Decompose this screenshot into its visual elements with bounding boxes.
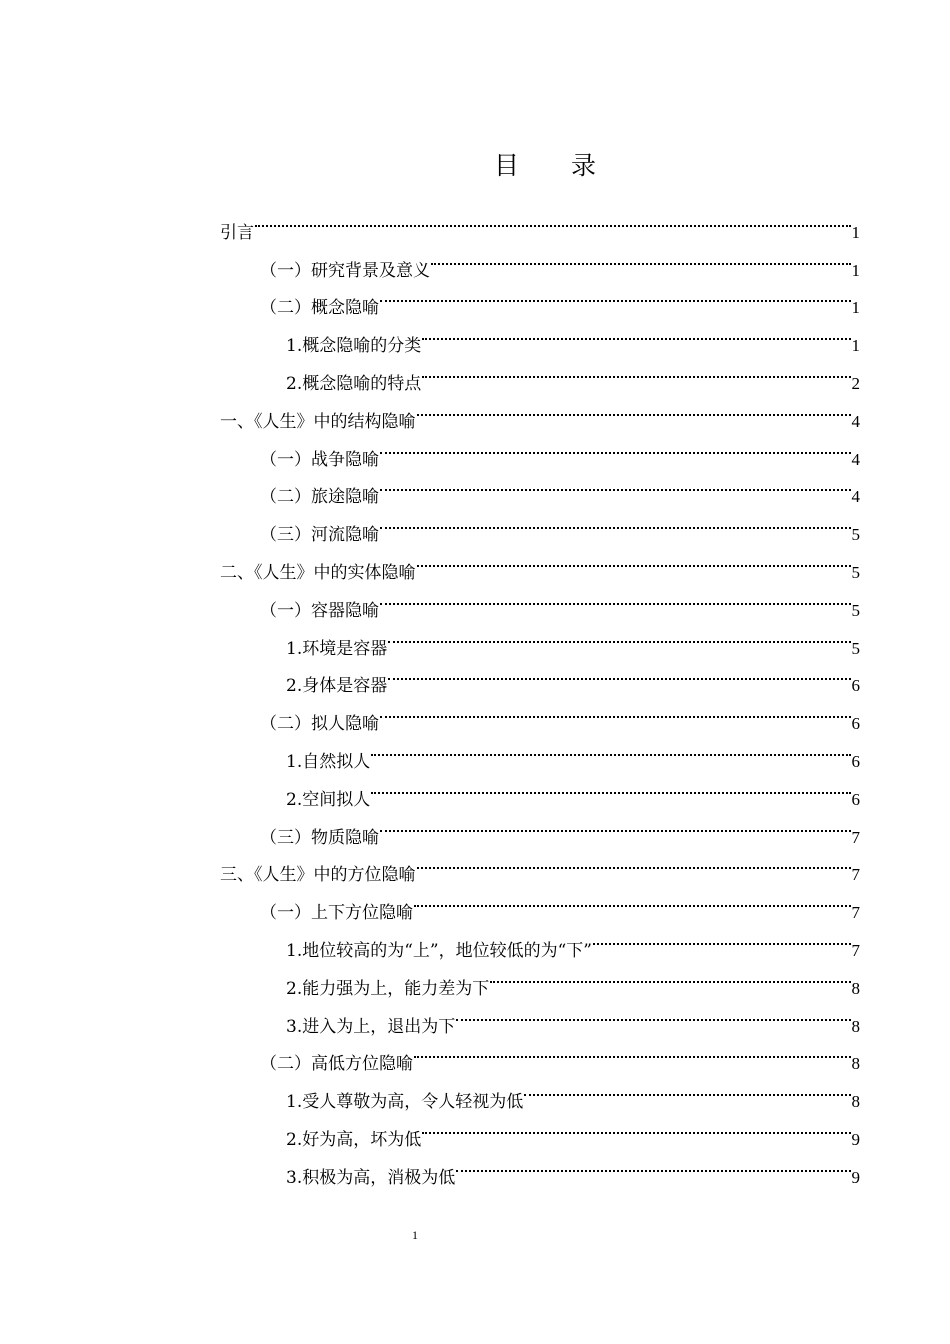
dot-leader <box>524 1069 850 1107</box>
dot-leader <box>422 351 850 389</box>
toc-entry-page: 9 <box>851 1167 860 1187</box>
toc-title-char-2: 录 <box>571 151 597 180</box>
dot-leader <box>490 956 850 994</box>
toc-entry-label: （三）物质隐喻 <box>260 827 379 848</box>
dot-leader <box>593 918 851 956</box>
toc-entry-page: 6 <box>851 789 860 809</box>
toc-entry-page: 2 <box>851 373 860 393</box>
toc-entry-label: 2.好为高，坏为低 <box>286 1129 422 1150</box>
toc-entry-label: 1.地位较高的为“上”，地位较低的为“下” <box>286 940 592 961</box>
toc-entry-label: 三、《人生》中的方位隐喻 <box>220 865 416 886</box>
dot-leader <box>380 465 851 503</box>
toc-title <box>0 146 950 182</box>
dot-leader <box>380 691 851 729</box>
toc-title-char-1: 目 <box>493 151 519 180</box>
toc-entry-page: 8 <box>851 1054 860 1074</box>
dot-leader <box>422 313 850 351</box>
dot-leader <box>371 767 850 805</box>
toc-entry-label: （三）河流隐喻 <box>260 525 379 546</box>
dot-leader <box>380 276 851 314</box>
toc-entry-label: 2.能力强为上，能力差为下 <box>286 978 490 999</box>
dot-leader <box>380 502 851 540</box>
dot-leader <box>417 540 851 578</box>
toc-entry-page: 1 <box>851 336 860 356</box>
toc-entry-label: 3.进入为上，退出为下 <box>286 1016 456 1037</box>
dot-leader <box>431 238 851 276</box>
toc-entry-label: 2.空间拟人 <box>286 789 371 810</box>
toc-entry-label: （一）研究背景及意义 <box>260 260 430 281</box>
toc-entry-page: 1 <box>851 222 860 242</box>
toc-entry-page: 7 <box>851 827 860 847</box>
toc-entry-label: （二）概念隐喻 <box>260 298 379 319</box>
toc-entry-label: （一）容器隐喻 <box>260 600 379 621</box>
toc-entry-page: 4 <box>851 449 860 469</box>
toc-entry-label: （一）上下方位隐喻 <box>260 903 413 924</box>
toc-entry-label: 1.环境是容器 <box>286 638 388 659</box>
toc-entry-label: 一、《人生》中的结构隐喻 <box>220 411 416 432</box>
toc-entry-label: 2.概念隐喻的特点 <box>286 373 422 394</box>
toc-entry-page: 6 <box>851 676 860 696</box>
dot-leader <box>422 1107 850 1145</box>
toc-entry-page: 6 <box>851 714 860 734</box>
toc-entry-page: 5 <box>851 525 860 545</box>
dot-leader <box>388 654 850 692</box>
toc-entry-label: 3.积极为高，消极为低 <box>286 1167 456 1188</box>
toc-entry-label: 引言 <box>220 222 254 243</box>
toc-entry-page: 4 <box>851 411 860 431</box>
dot-leader <box>417 389 851 427</box>
toc-entry-label: （二）高低方位隐喻 <box>260 1054 413 1075</box>
dot-leader <box>371 729 850 767</box>
dot-leader <box>380 805 851 843</box>
dot-leader <box>456 1145 850 1183</box>
toc-entry-page: 5 <box>851 600 860 620</box>
toc-entry-label: （二）旅途隐喻 <box>260 487 379 508</box>
toc-entry-page: 8 <box>851 1092 860 1112</box>
toc-entry-page: 8 <box>851 1016 860 1036</box>
dot-leader <box>380 578 851 616</box>
toc-entry-page: 8 <box>851 978 860 998</box>
table-of-contents <box>220 200 860 1188</box>
toc-entry-page: 5 <box>851 638 860 658</box>
toc-entry-page: 1 <box>851 260 860 280</box>
toc-entry-page: 7 <box>851 865 860 885</box>
dot-leader <box>414 1032 851 1070</box>
toc-entry-label: （二）拟人隐喻 <box>260 714 379 735</box>
toc-entry-page: 7 <box>851 940 860 960</box>
toc-entry-label: 2.身体是容器 <box>286 676 388 697</box>
dot-leader <box>255 200 851 238</box>
toc-entry-label: （一）战争隐喻 <box>260 449 379 470</box>
dot-leader <box>417 843 851 881</box>
toc-entry-page: 6 <box>851 751 860 771</box>
toc-entry-page: 7 <box>851 903 860 923</box>
page-number: 1 <box>412 1228 418 1242</box>
toc-entry-label: 1.自然拟人 <box>286 751 371 772</box>
toc-entry-page: 9 <box>851 1129 860 1149</box>
dot-leader <box>388 616 850 654</box>
toc-entry-label: 二、《人生》中的实体隐喻 <box>220 562 416 583</box>
toc-entry-page: 4 <box>851 487 860 507</box>
toc-entry[interactable] <box>220 200 860 243</box>
toc-entry-page: 1 <box>851 298 860 318</box>
toc-entry-label: 1.受人尊敬为高，令人轻视为低 <box>286 1092 524 1113</box>
toc-entry-label: 1.概念隐喻的分类 <box>286 336 422 357</box>
dot-leader <box>380 427 851 465</box>
dot-leader <box>456 994 850 1032</box>
dot-leader <box>414 880 851 918</box>
toc-entry[interactable] <box>220 238 860 281</box>
toc-entry-page: 5 <box>851 562 860 582</box>
